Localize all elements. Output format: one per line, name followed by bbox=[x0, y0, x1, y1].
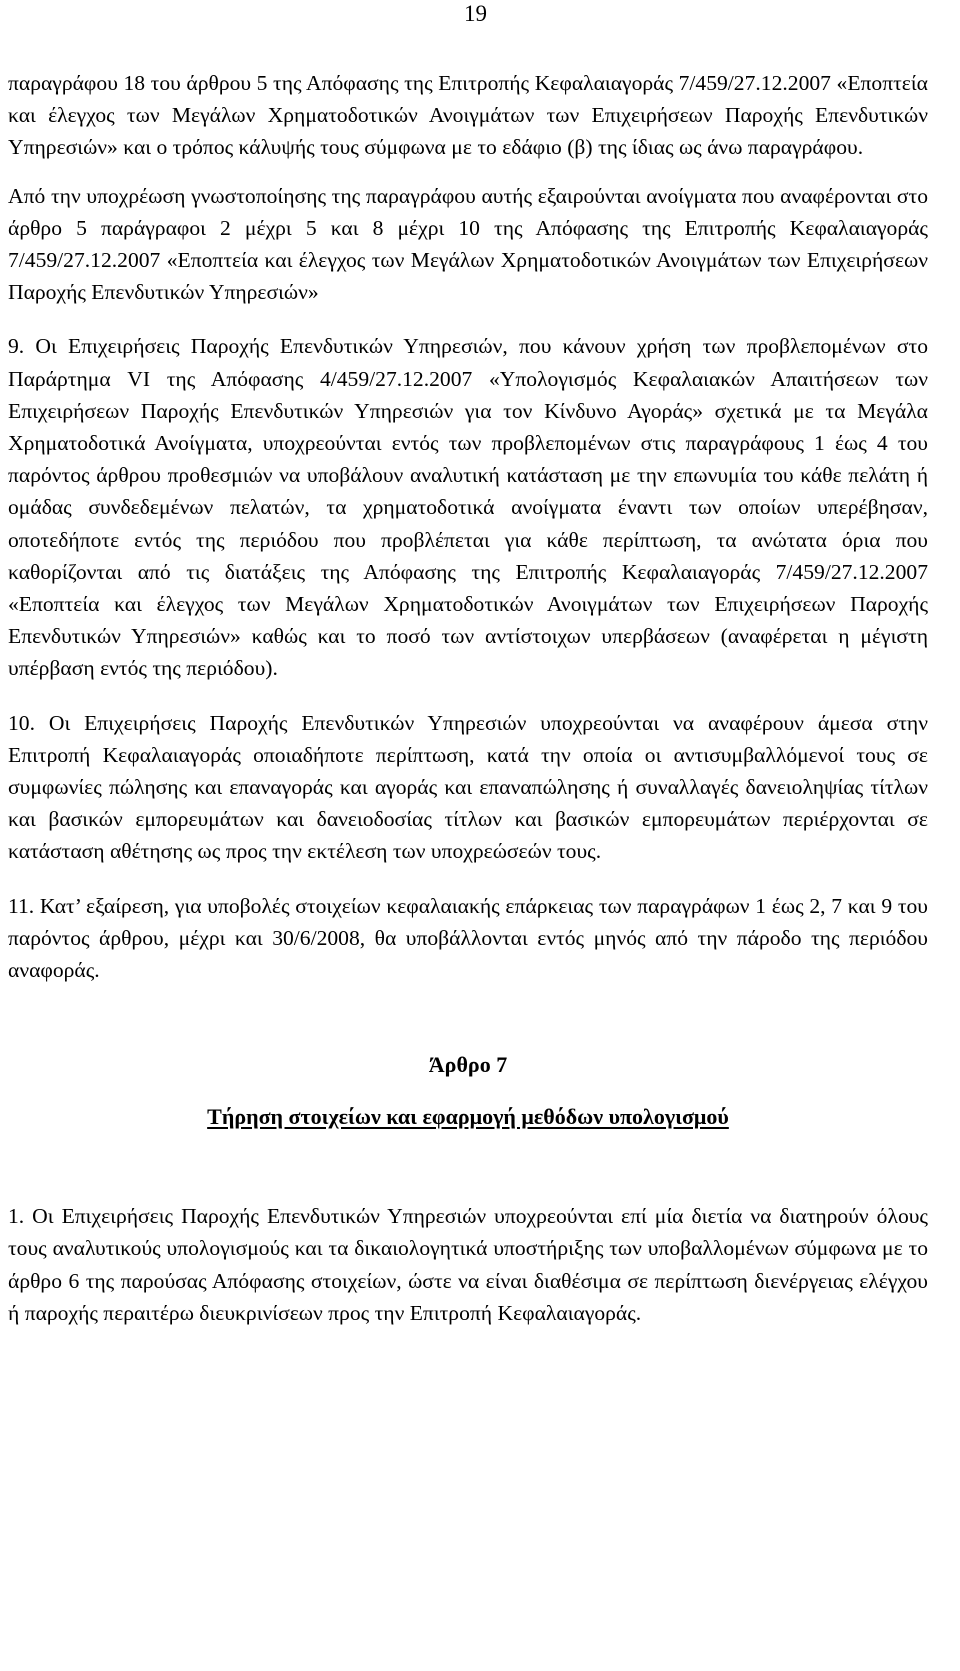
article-title-heading: Τήρηση στοιχείων και εφαρμογή μεθόδων υπολογισμού bbox=[207, 1104, 729, 1130]
article-7-paragraph-1: 1. Οι Επιχειρήσεις Παροχής Επενδυτικών Υπηρεσιών υποχρεούνται επί μία διετία να διατηρούν όλους τους αναλυτικούς υπολογισμούς και τα δικαιολογητικά υποστήριξης των υποβαλλομένων σύμφωνα με το άρθρο 6 της παρούσας Απόφασης στοιχείων, ώστε να είναι διαθέσιμα σε περίπτωση διενέργειας ελέγχου ή παροχής περαιτέρω διευκρινίσεων προς την Επιτροπή Κεφαλαιαγοράς. bbox=[8, 1204, 928, 1325]
paragraph-11: 11. Κατ’ εξαίρεση, για υποβολές στοιχείων κεφαλαιακής επάρκειας των παραγράφων 1 έως 2, 7 και 9 του παρόντος άρθρου, μέχρι και 30/6/2008, θα υποβάλλονται εντός μηνός από την πάροδο της περιόδου αναφοράς. bbox=[8, 893, 928, 983]
paragraph-exemption: Από την υποχρέωση γνωστοποίησης της παραγράφου αυτής εξαιρούνται ανοίγματα που αναφέρονται στο άρθρο 5 παράγραφοι 2 μέχρι 5 και 8 μέχρι 10 της Απόφασης της Επιτροπής Κεφαλαιαγοράς 7/459/27.12.2007 «Εποπτεία και έλεγχος των Μεγάλων Χρηματοδοτικών Ανοιγμάτων των Επιχειρήσεων Παροχής Επενδυτικών Υπηρεσιών» bbox=[8, 183, 928, 305]
paragraph-9: 9. Οι Επιχειρήσεις Παροχής Επενδυτικών Υπηρεσιών, που κάνουν χρήση των προβλεπομένων στο Παράρτημα VI της Απόφασης 4/459/27.12.2007 «Υπολογισμός Κεφαλαιακών Απαιτήσεων των Επιχειρήσεων Παροχής Επενδυτικών Υπηρεσιών για τον Κίνδυνο Αγοράς» σχετικά με τα Μεγάλα Χρηματοδοτικά Ανοίγματα, υποχρεούνται εντός των προβλεπομένων στις παραγράφους 1 έως 4 του παρόντος άρθρου προθεσμιών να υποβάλουν αναλυτική κατάσταση με την επωνυμία του κάθε πελάτη ή ομάδας συνδεδεμένων πελατών, τα χρηματοδοτικά ανοίγματα έναντι των οποίων υπερέβησαν, οποτεδήποτε εντός της περιόδου που προβλέπεται για κάθε περίπτωση, τα ανώτατα όρια που καθορίζονται από τις διατάξεις της Απόφασης της Επιτροπής Κεφαλαιαγοράς 7/459/27.12.2007 «Εποπτεία και έλεγχος των Μεγάλων Χρηματοδοτικών Ανοιγμάτων των Επιχειρήσεων Παροχής Επενδυτικών Υπηρεσιών» καθώς και το ποσό των αντίστοιχων υπερβάσεων (αναφέρεται η μέγιστη υπέρβαση εντός της περιόδου). bbox=[8, 334, 928, 681]
paragraph-10: 10. Οι Επιχειρήσεις Παροχής Επενδυτικών Υπηρεσιών υποχρεούνται να αναφέρουν άμεσα στην Επιτροπή Κεφαλαιαγοράς οποιαδήποτε περίπτωση, κατά την οποία οι αντισυμβαλλόμενοί τους σε συμφωνίες πώλησης και επαναγοράς και αγοράς και επαναπώλησης ή συναλλαγές δανειοληψίας τίτλων και βασικών εμπορευμάτων και δανειοδοσίας τίτλων και βασικών εμπορευμάτων περιέρχονται σε κατάσταση αθέτησης ως προς την εκτέλεση των υποχρεώσεών τους. bbox=[8, 710, 928, 864]
paragraph-continuation: παραγράφου 18 του άρθρου 5 της Απόφασης της Επιτροπής Κεφαλαιαγοράς 7/459/27.12.2007 «Εποπτεία και έλεγχος των Μεγάλων Χρηματοδοτικών Ανοιγμάτων των Επιχειρήσεων Παροχής Επενδυτικών Υπηρεσιών» και ο τρόπος κάλυψής τους σύμφωνα με το εδάφιο (β) της ίδιας ως άνω παραγράφου. bbox=[8, 71, 928, 160]
article-number-heading: Άρθρο 7 bbox=[428, 1052, 508, 1078]
page-number: 19 bbox=[464, 1, 487, 26]
document-body bbox=[8, 67, 928, 1329]
